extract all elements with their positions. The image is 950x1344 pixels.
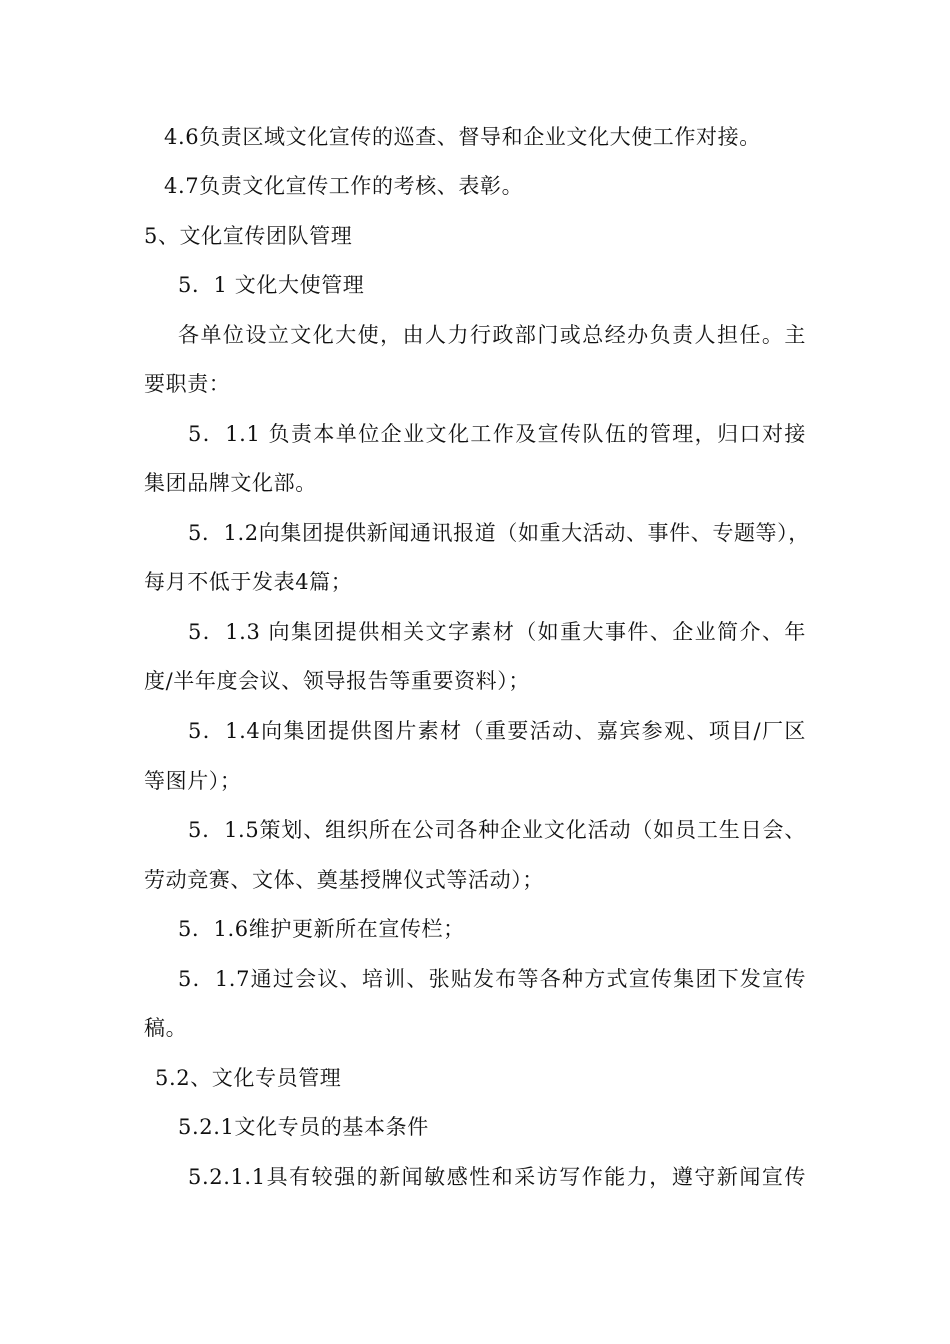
list-item-line: 5．1.7通过会议、培训、张贴发布等各种方式宣传集团下发宣传 <box>178 967 806 991</box>
list-item-line: 5．1.6维护更新所在宣传栏； <box>178 917 465 941</box>
list-item-line: 5．1.4向集团提供图片素材（重要活动、嘉宾参观、项目/厂区 <box>188 719 806 743</box>
paragraph-line: 4.7负责文化宣传工作的考核、表彰。 <box>164 174 524 198</box>
subsection-heading: 5.2、文化专员管理 <box>155 1066 342 1090</box>
list-item-line: 度/半年度会议、领导报告等重要资料）； <box>144 669 530 693</box>
list-item-line: 5．1.5策划、组织所在公司各种企业文化活动（如员工生日会、 <box>188 818 806 842</box>
list-item-line: 5．1.2向集团提供新闻通讯报道（如重大活动、事件、专题等）， <box>188 521 810 545</box>
list-item-line: 等图片）； <box>144 769 242 793</box>
section-heading: 5、文化宣传团队管理 <box>144 224 353 248</box>
paragraph-line: 4.6负责区域文化宣传的巡查、督导和企业文化大使工作对接。 <box>164 125 761 149</box>
list-item-line: 5．1.1 负责本单位企业文化工作及宣传队伍的管理，归口对接 <box>188 422 806 446</box>
list-item-line: 5.2.1.1具有较强的新闻敏感性和采访写作能力，遵守新闻宣传 <box>188 1165 806 1189</box>
subsection-heading: 5.2.1文化专员的基本条件 <box>178 1115 429 1139</box>
list-item-line: 每月不低于发表4篇； <box>144 570 353 594</box>
list-item-line: 5．1.3 向集团提供相关文字素材（如重大事件、企业简介、年 <box>188 620 806 644</box>
list-item-line: 劳动竞赛、文体、奠基授牌仪式等活动）； <box>144 868 544 892</box>
paragraph-line: 要职责： <box>144 372 231 396</box>
list-item-line: 集团品牌文化部。 <box>144 471 317 495</box>
subsection-heading: 5．1 文化大使管理 <box>178 273 365 297</box>
paragraph-line: 各单位设立文化大使，由人力行政部门或总经办负责人担任。主 <box>178 323 806 347</box>
list-item-line: 稿。 <box>144 1016 188 1040</box>
